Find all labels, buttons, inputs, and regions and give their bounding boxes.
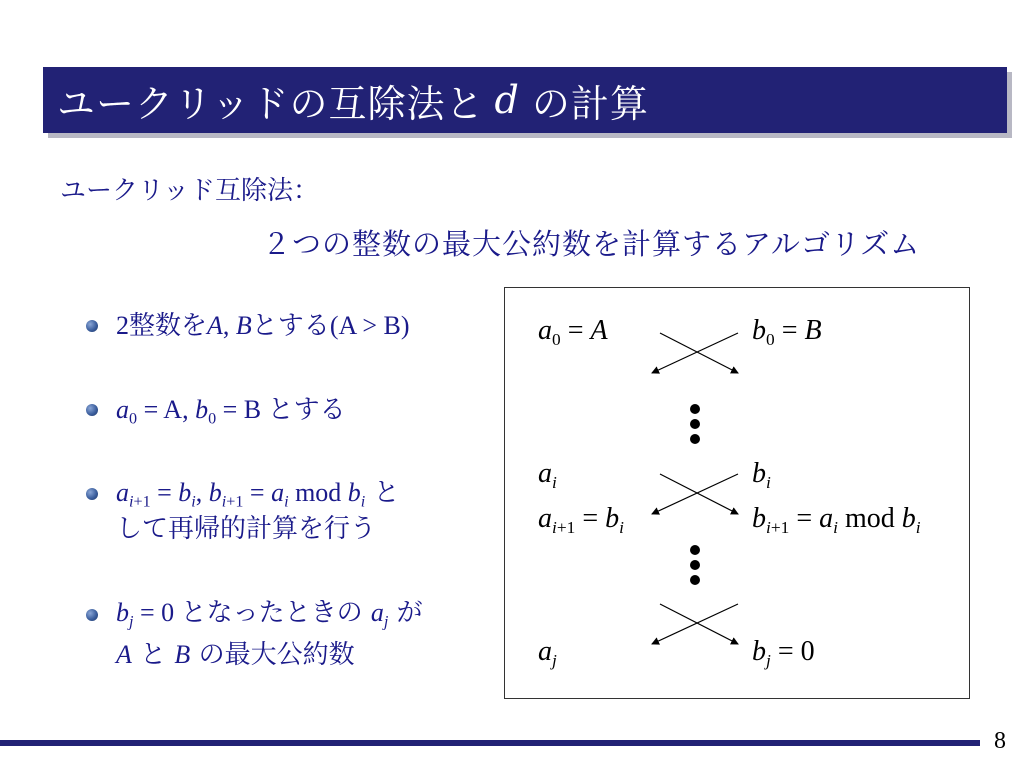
diagram-a0: $a_0 = A$ (538, 315, 608, 350)
diagram-bj: $b_j = 0$ (752, 636, 815, 671)
diagram-ai: $a_i$ (538, 458, 557, 493)
title-variable: d (494, 78, 520, 122)
ellipsis-dot (690, 404, 700, 414)
diagram-ai1: $a_{i+1} = b_i$ (538, 503, 624, 538)
bullet-2: $a_0 = A$, $b_0 = B$ とする (116, 395, 346, 428)
ellipsis-dot (690, 560, 700, 570)
diagram-b0: $b_0 = B$ (752, 315, 822, 350)
section-description: ２つの整数の最大公約数を計算するアルゴリズム (262, 227, 921, 261)
bullet-4-line-1: $b_j = 0$ となったときの $a_j$ が (116, 598, 423, 631)
title-text-2: の計算 (531, 81, 649, 126)
footer-bar (0, 740, 980, 746)
ellipsis-dot (690, 545, 700, 555)
ellipsis-dot (690, 575, 700, 585)
page-number: 8 (994, 728, 1006, 754)
bullet-3-line-1: $a_{i+1} = b_i$, $b_{i+1} = a_i$ mod $b_i$ と (116, 478, 400, 511)
diagram-bi1: $b_{i+1} = a_i$ mod $b_i$ (752, 503, 921, 538)
section-heading: ユークリッド互除法： (60, 176, 319, 206)
diagram-bi: $b_i$ (752, 458, 771, 493)
bullet-4-line-2: A と B の最大公約数 (116, 640, 355, 670)
bullet-3-line-2: して再帰的計算を行う (116, 514, 377, 544)
title-text-1: ユークリッドの互除法と (57, 81, 485, 126)
ellipsis-dot (690, 434, 700, 444)
diagram-aj: $a_j$ (538, 636, 557, 671)
bullet-1: 2整数をA, Bとする(A > B) (116, 311, 410, 341)
ellipsis-dot (690, 419, 700, 429)
